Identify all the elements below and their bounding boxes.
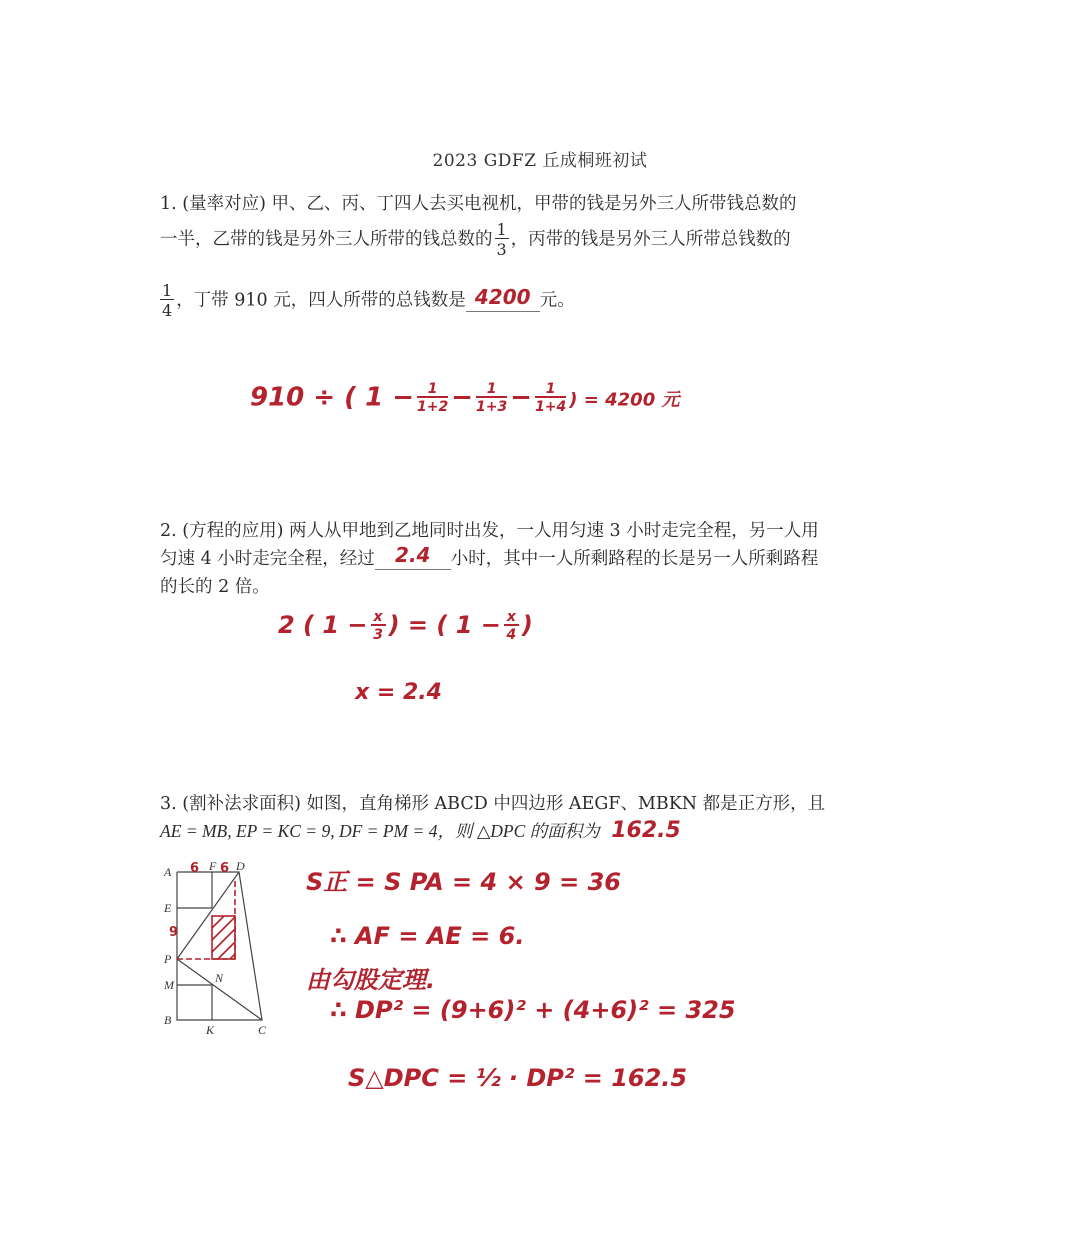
q2-frac-x-3: $\frac{x}{3}$ (371, 610, 386, 642)
q2-answer-blank (375, 545, 451, 570)
q3-line-2: AE = MB, EP = KC = 9, DF = PM = 4，则 △DPC 的面积为 162.5 (160, 818, 681, 843)
q3-work-line-3: 由勾股定理. (306, 966, 436, 994)
trapezoid-diagram (160, 858, 285, 1038)
q1-line-2-pre: 一半，乙带的钱是另外三人所带的钱总数的 (160, 229, 493, 250)
q1-answer-handwritten: 4200 (474, 284, 531, 309)
q1-line-2-post: ，丙带的钱是另外三人所带总钱数的 (510, 229, 791, 250)
label-D: D (236, 859, 245, 873)
q1-line-3-pre: ，丁带 910 元，四人所带的总钱数是 (176, 290, 466, 311)
svg-text:9: 9 (169, 925, 179, 940)
q2-line-3: 的长的 2 倍。 (160, 577, 270, 597)
q1-working: 910 ÷ ( 1 − $\frac{1}{1+2}$ − $\frac{1}{1+3}$ − $\frac{1}{1+4}$ ) = 4200 元 (250, 381, 680, 415)
q1-line-3 (158, 283, 575, 319)
document-title: 2023 GDFZ 丘成桐班初试 (432, 151, 648, 171)
q3-figure (160, 858, 285, 1038)
label-P: P (164, 952, 172, 966)
fraction-one-third: $\frac{1}{3}$ (496, 220, 507, 259)
fraction-one-quarter: $\frac{1}{4}$ (162, 281, 173, 320)
q2-answer-handwritten: 2.4 (395, 543, 431, 567)
q1-answer-blank (466, 284, 540, 312)
svg-text:6: 6 (220, 861, 230, 876)
label-B: B (164, 1013, 172, 1027)
svg-text:6: 6 (190, 861, 200, 876)
q1-line-2 (160, 222, 791, 258)
label-E: E (164, 901, 172, 915)
q1-work-frac-2: $\frac{1}{1+3}$ (476, 381, 508, 415)
q2-frac-x-4: $\frac{x}{4}$ (504, 610, 519, 642)
q3-work-line-1: S正 = S PA = 4 × 9 = 36 (306, 868, 621, 896)
q2-line-1: 2. (方程的应用) 两人从甲地到乙地同时出发，一人用匀速 3 小时走完全程，另一人用 (160, 521, 819, 541)
label-F: F (209, 859, 217, 873)
q2-line-2: 匀速 4 小时走完全程，经过 2.4 小时，其中一人所剩路程的长是另一人所剩路程 (160, 543, 819, 569)
q1-line-1: 1. (量率对应) 甲、乙、丙、丁四人去买电视机，甲带的钱是另外三人所带钱总数的 (160, 194, 797, 214)
q3-work-line-2: ∴ AF = AE = 6. (330, 922, 525, 950)
label-A: A (164, 865, 172, 879)
label-K: K (206, 1023, 215, 1037)
label-M: M (164, 978, 174, 992)
label-N: N (215, 971, 224, 985)
q3-work-line-5: S△DPC = ½ · DP² = 162.5 (348, 1064, 688, 1092)
q3-line-1: 3. (割补法求面积) 如图，直角梯形 ABCD 中四边形 AEGF、MBKN 都是正方形，且 (160, 794, 826, 814)
q3-answer-handwritten: 162.5 (611, 818, 681, 843)
label-C: C (258, 1023, 267, 1037)
q3-work-line-4: ∴ DP² = (9+6)² + (4+6)² = 325 (330, 996, 736, 1024)
q1-work-frac-3: $\frac{1}{1+4}$ (535, 381, 567, 415)
q1-line-3-post: 元。 (539, 290, 575, 311)
q2-result: x = 2.4 (355, 680, 442, 705)
q1-work-frac-1: $\frac{1}{1+2}$ (417, 381, 449, 415)
q2-equation: 2 ( 1 − $\frac{x}{3}$ ) = ( 1 − $\frac{x}{4}$ ) (278, 609, 533, 643)
